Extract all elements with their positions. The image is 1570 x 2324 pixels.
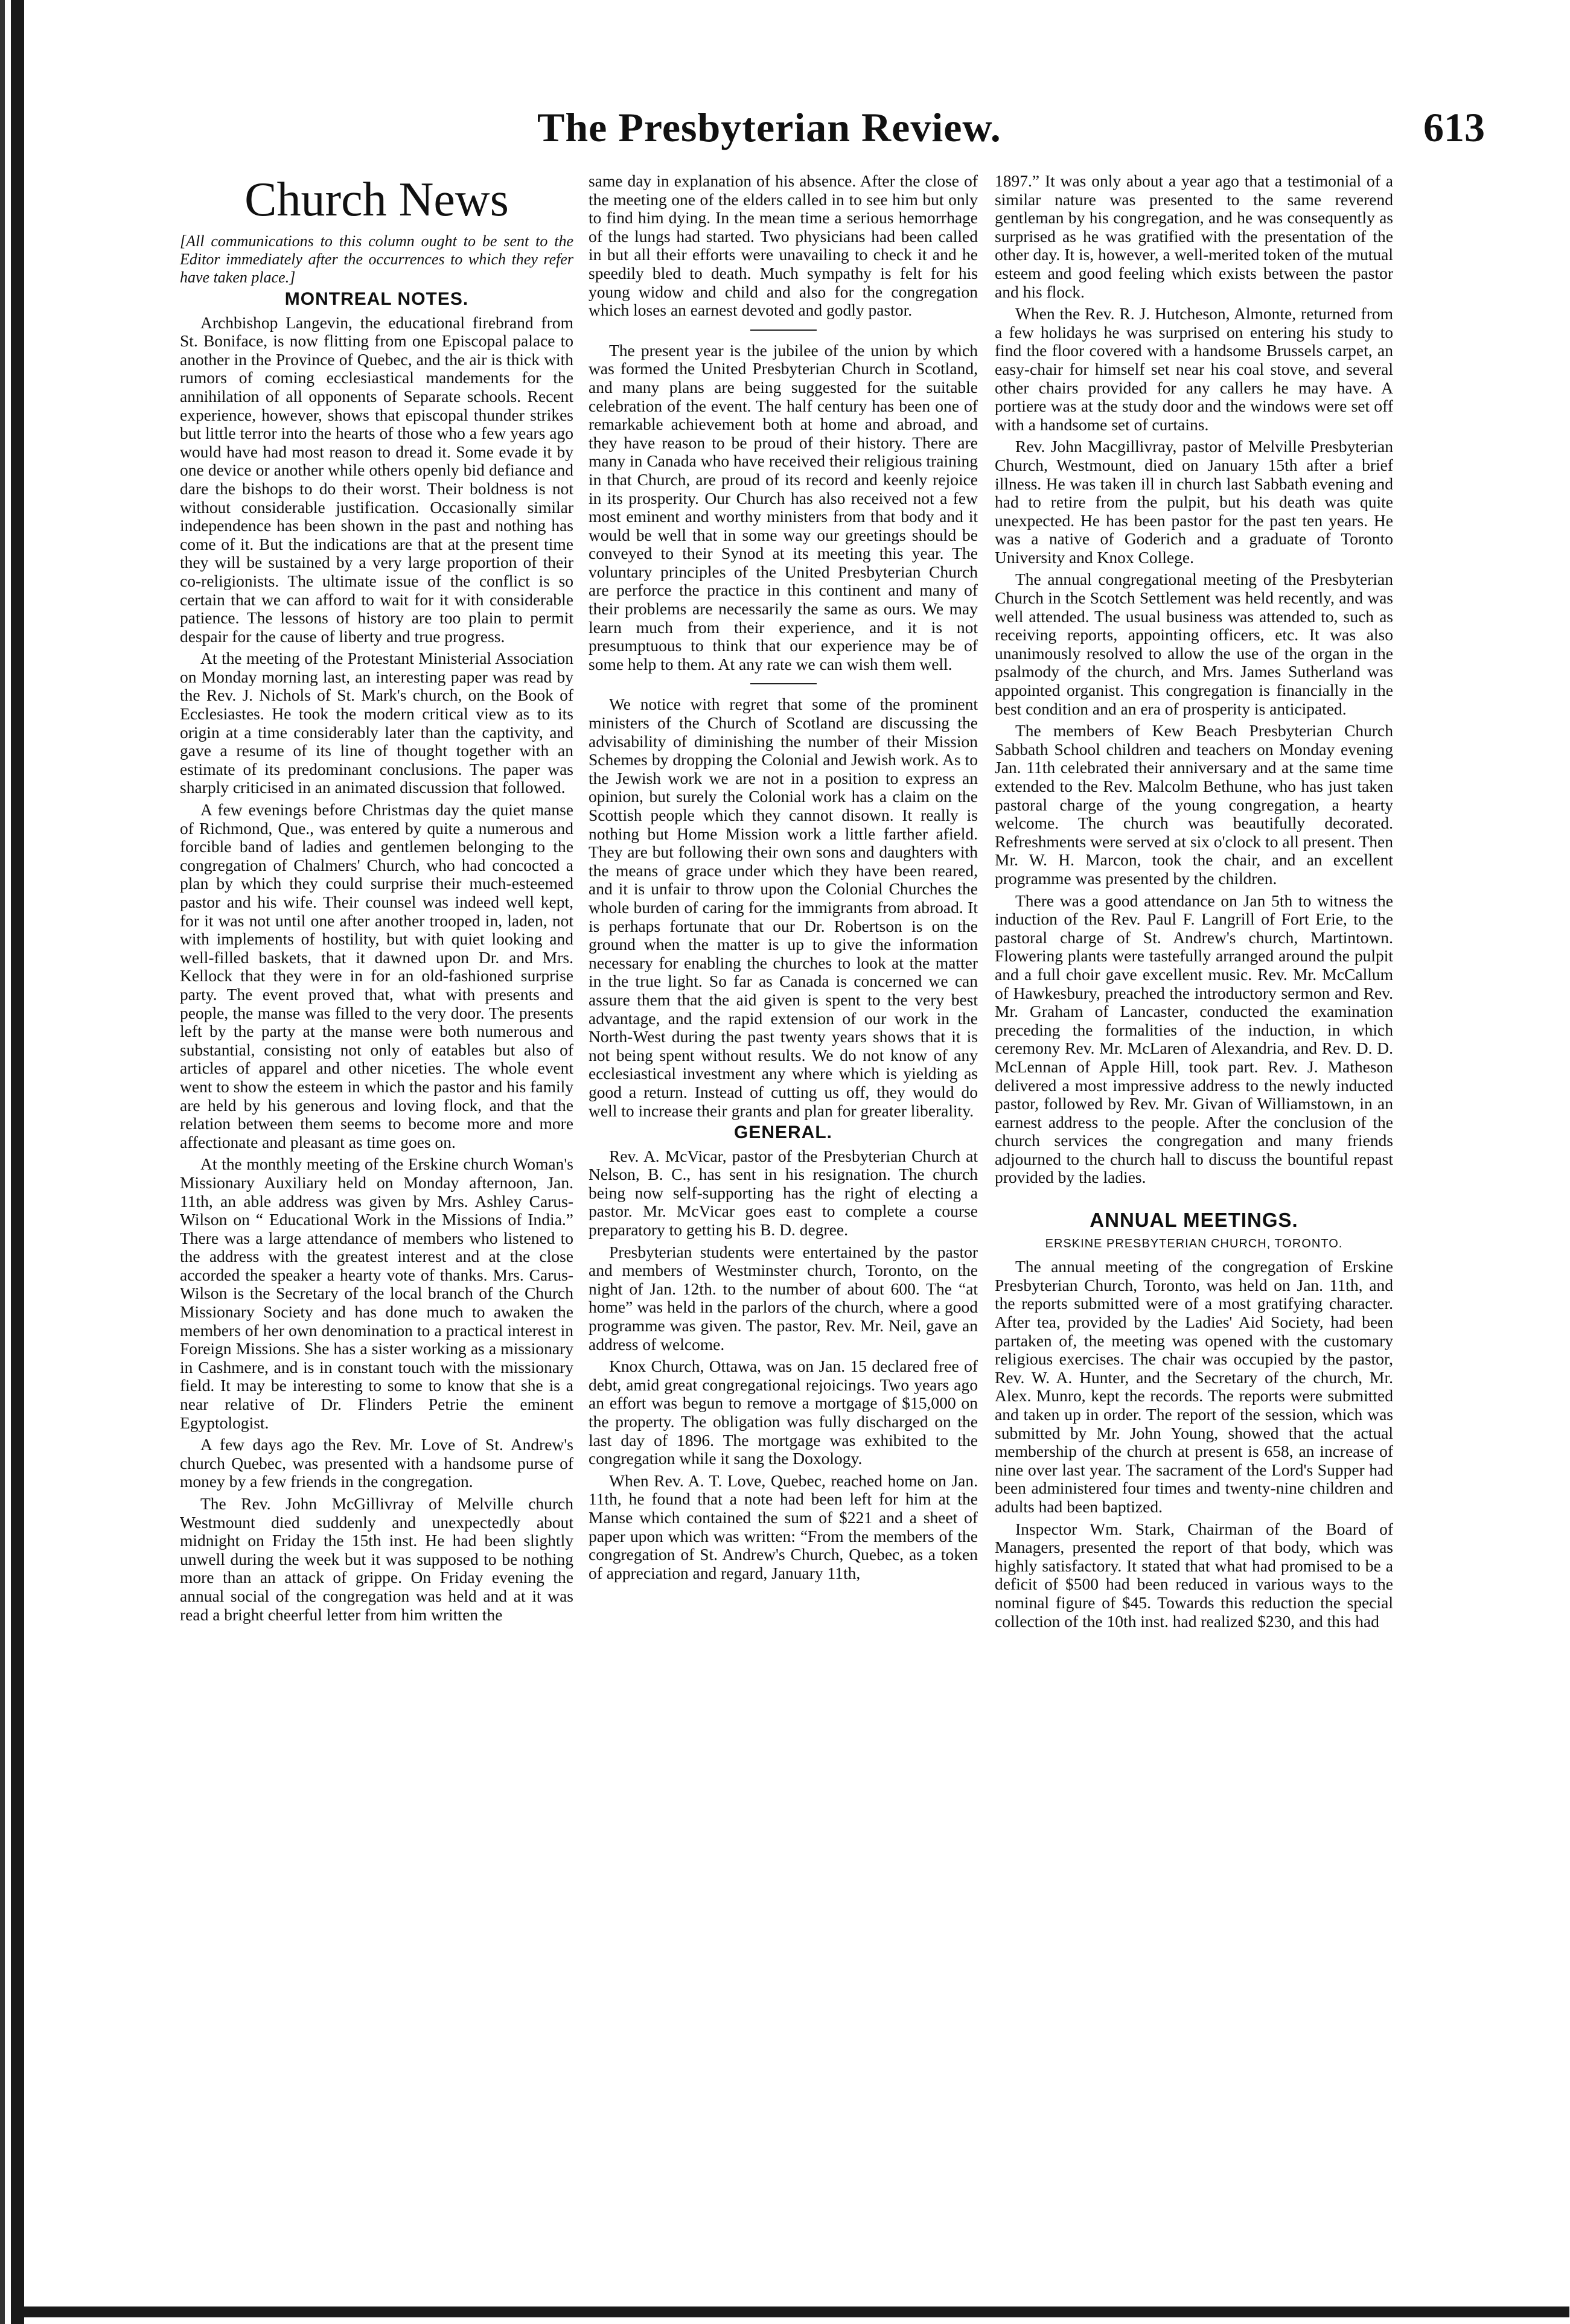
page-number: 613 xyxy=(1423,104,1485,150)
subheading-erskine-church: ERSKINE PRESBYTERIAN CHURCH, TORONTO. xyxy=(1045,1237,1343,1250)
paragraph: When the Rev. R. J. Hutcheson, Almonte, returned from a few holidays he was surprised on entering his study to find the floor covered with a handsome Brussels carpet, an easy-chair for himself set near his coal stove, and several other chairs provided for any callers he may have. A portiere was at the study door and the windows were set off with a handsome set of curtains. xyxy=(995,304,1393,434)
paragraph: The annual congregational meeting of the Presbyterian Church in the Scotch Settlement was held recently, and was well attended. The usual business was attended to, such as receiving reports, appointing officers, etc. It was also unanimously resolved to allow the use of the organ in the psalmody of the church, and Mrs. James Sutherland was appointed organist. This congregation is financially in the best condition and an era of prosperity is anticipated. xyxy=(995,570,1393,718)
paragraph: At the monthly meeting of the Erskine church Woman's Missionary Auxiliary held on Monday afternoon, Jan. 11th, an able address was given by Mrs. Ashley Carus-Wilson on “ Educational Work in the Missions of India.” There was a large attendance of members who listened to the address with the greatest interest and at the close accorded the speaker a hearty vote of thanks. Mrs. Carus-Wilson is the Secretary of the local branch of the Church Missionary Society and has done much to awaken the members of her own denomination to a practical interest in Foreign Missions. She has a sister working as a missionary in Cashmere, and is in constant touch with the missionary field. It may be interesting to some to know that she is a near relative of Dr. Flinders Petrie the eminent Egyptologist. xyxy=(180,1154,573,1432)
page-left-edge xyxy=(11,0,24,2324)
paragraph: The members of Kew Beach Presbyterian Church Sabbath School children and teachers on Monday evening Jan. 11th celebrated their anniversary and at the same time extended to the Rev. Malcolm Bethune, who has just taken pastoral charge of the young congregation, a hearty welcome. The church was beautifully decorated. Refreshments were served at six o'clock to all present. Then Mr. W. H. Marcon, took the chair, and an excellent programme was presented by the children. xyxy=(995,721,1393,888)
paragraph: We notice with regret that some of the prominent ministers of the Church of Scotland are discussing the advisability of diminishing the number of their Mission Schemes by dropping the Colonial and Jewish work. As to the Jewish work we are not in a position to express an opinion, but surely the Colonial work has a claim on the Scottish people which they cannot disown. It really is nothing but Home Mission work a little farther afield. They are but following their own sons and daughters with the means of grace under which they have been reared, and it is unfair to throw upon the Colonial Churches the whole burden of caring for the immigrants from abroad. It is perhaps fortunate that our Dr. Robertson is on the ground when the matter is up to give the information necessary for enabling the churches to look at the matter in the true light. So far as Canada is concerned we can assure them that the aid given is spent to the very best advantage, and the rapid extension of our work in the North-West during the past twenty years shows that it is not being spent without results. We do not know of any ecclesiastical investment any where which is yielding as good a return. Instead of cutting us off, they would do well to increase their grants and plan for greater liberality. xyxy=(589,695,978,1120)
section-title: Church News xyxy=(244,173,509,226)
paragraph: 1897.” It was only about a year ago that a testimonial of a similar nature was presented to the same reverend gentleman by his congregation, and he was consequently as surprised as he was gratified with the presentation of the other day. It is, however, a well-merited token of the mutual esteem and good feeling which exists between the pastor and his flock. xyxy=(995,171,1393,301)
column-1 xyxy=(180,172,573,1628)
divider xyxy=(750,329,817,331)
paragraph: A few days ago the Rev. Mr. Love of St. Andrew's church Quebec, was presented with a handsome purse of money by a few friends in the congregation. xyxy=(180,1435,573,1491)
paragraph: The Rev. John McGillivray of Melville church Westmount died suddenly and unexpectedly about midnight on Friday the 15th inst. He had been slightly unwell during the week but it was supposed to be nothing more than an attack of grippe. On Friday evening the annual social of the congregation was held and at it was read a bright cheerful letter from him written the xyxy=(180,1494,573,1624)
page-bottom-edge xyxy=(24,2306,1569,2317)
page-left-shadow xyxy=(0,0,5,2324)
paragraph: Archbishop Langevin, the educational firebrand from St. Boniface, is now flitting from one Episcopal palace to another in the Province of Quebec, and the air is thick with rumors of coming ecclesiastical mandements for the annihilation of all opponents of Separate schools. Recent experience, however, shows that episcopal thunder strikes but little terror into the hearts of those who a few years ago would have had most reason to dread it. Some evade it by one device or another while others openly bid defiance and dare the bishops to do their worst. Their boldness is not without considerable justification. Occasionally similar independence has been shown in the past and nothing has come of it. But the indications are that at the present time they will be sustained by a very large proportion of their co-religionists. The ultimate issue of the conflict is so certain that we can afford to wait for it with considerable patience. The lessons of history are too plain to permit despair for the cause of liberty and true progress. xyxy=(180,313,573,646)
paragraph: Rev. A. McVicar, pastor of the Presbyterian Church at Nelson, B. C., has sent in his resignation. The church being now self-supporting has the right of electing a pastor. Mr. McVicar goes east to complete a course preparatory to getting his B. D. degree. xyxy=(589,1146,978,1240)
paragraph: At the meeting of the Protestant Ministerial Association on Monday morning last, an interesting paper was read by the Rev. J. Nichols of St. Mark's church, on the Book of Ecclesiastes. He took the modern critical view as to its origin at a time considerably later than the captivity, and gave a resume of its line of thought together with an estimate of its predominant conclusions. The paper was sharply criticised in an animated discussion that followed. xyxy=(180,649,573,797)
editor-note: [All communications to this column ought to be sent to the Editor immediately after the occurrences to which they refer have taken place.] xyxy=(180,232,573,286)
journal-title: The Presbyterian Review. xyxy=(537,104,1001,150)
paragraph: Rev. John Macgillivray, pastor of Melville Presbyterian Church, Westmount, died on January 15th after a brief illness. He was taken ill in church last Sabbath evening and had to retire from the pulpit, but his death was quite unexpected. He has been pastor for the past ten years. He was a native of Goderich and a graduate of Toronto University and Knox College. xyxy=(995,437,1393,567)
paragraph: There was a good attendance on Jan 5th to witness the induction of the Rev. Paul F. Langrill of Fort Erie, to the pastoral charge of St. Andrew's church, Martintown. Flowering plants were tastefully arranged around the pulpit and a full choir gave excellent music. Rev. Mr. McCallum of Hawkesbury, preached the introductory sermon and Rev. Mr. Graham of Lancaster, conducted the examination preceding the formalities of the induction, in which ceremony Rev. Mr. McLaren of Alexandria, and Rev. D. D. McLennan of Apple Hill, took part. Rev. J. Matheson delivered a most impressive address to the newly inducted pastor, followed by Rev. Mr. Givan of Williamstown, in an earnest address to the people. After the conclusion of the church services the congregation and many friends adjourned to the church hall to discuss the bountiful repast provided by the ladies. xyxy=(995,891,1393,1187)
divider xyxy=(750,683,817,684)
paragraph: When Rev. A. T. Love, Quebec, reached home on Jan. 11th, he found that a note had been left for him at the Manse which contained the sum of $221 and a sheet of paper upon which was written: “From the members of the congregation of St. Andrew's Church, Quebec, as a token of appreciation and regard, January 11th, xyxy=(589,1471,978,1582)
paragraph: Knox Church, Ottawa, was on Jan. 15 declared free of debt, amid great congregational rejoicings. Two years ago an effort was begun to remove a mortgage of $15,000 on the property. The obligation was fully discharged on the last day of 1896. The mortgage was exhibited to the congregation while it sang the Doxology. xyxy=(589,1357,978,1468)
section-heading-general: GENERAL. xyxy=(733,1122,832,1143)
section-heading-montreal-notes: MONTREAL NOTES. xyxy=(284,289,469,309)
column-3 xyxy=(995,172,1393,1634)
column-2 xyxy=(589,172,978,1586)
paragraph: The annual meeting of the congregation of Erskine Presbyterian Church, Toronto, was held on Jan. 11th, and the reports submitted were of a most gratifying character. After tea, provided by the Ladies' Aid Society, had been partaken of, the meeting was opened with the customary religious exercises. The chair was occupied by the pastor, Rev. W. A. Hunter, and the Secretary of the church, Mr. Alex. Munro, kept the records. The reports were submitted and taken up in order. The report of the session, which was submitted by Mr. John Young, showed that the actual membership of the church at present is 658, an increase of nine over last year. The sacrament of the Lord's Supper had been administered four times and twenty-nine children and adults had been baptized. xyxy=(995,1257,1393,1516)
paragraph: Presbyterian students were entertained by the pastor and members of Westminster church, Toronto, on the night of Jan. 12th. to the number of about 600. The “at home” was held in the parlors of the church, where a good programme was given. The pastor, Rev. Mr. Neil, gave an address of welcome. xyxy=(589,1242,978,1354)
page-header xyxy=(181,104,1509,152)
paragraph: The present year is the jubilee of the union by which was formed the United Presbyterian Church in Scotland, and many plans are being suggested for the suitable celebration of the event. The half century has been one of remarkable achievement both at home and abroad, and they have reason to be proud of their history. There are many in Canada who have received their religious training in that Church, are proud of its record and keenly rejoice in its prosperity. Our Church has also received not a few most eminent and worthy ministers from that body and it would be well that in some way our greetings should be conveyed to their Synod at its meeting this year. The voluntary principles of the United Presbyterian Church are perforce the practice in this continent and many of their problems are necessarily the same as ours. We may learn much from their experience, and it is not presumptuous to think that our experience may be of some help to them. At any rate we can wish them well. xyxy=(589,340,978,673)
paragraph: A few evenings before Christmas day the quiet manse of Richmond, Que., was entered by quite a numerous and forcible band of ladies and gentlemen belonging to the congregation of Chalmers' Church, who had concocted a plan by which they could surprise their much-esteemed pastor and his wife. Their counsel was indeed well kept, for it was not until one after another trooped in, laden, not with implements of hostility, but with quiet looking and well-filled baskets, that it dawned upon Dr. and Mrs. Kellock that they were in for an old-fashioned surprise party. The event proved that, what with presents and people, the manse was filled to the very door. The presents left by the party at the manse were both numerous and substantial, consisting not only of eatables but also of articles of apparel and other niceties. The whole event went to show the esteem in which the pastor and his family are held by his generous and loving flock, and that the relation between them seems to become more and more affectionate and pleasant as time goes on. xyxy=(180,800,573,1151)
section-heading-annual-meetings: ANNUAL MEETINGS. xyxy=(1090,1209,1298,1232)
paragraph: Inspector Wm. Stark, Chairman of the Board of Managers, presented the report of that body, which was highly satisfactory. It stated that what had promised to be a deficit of $500 had been reduced in various ways to the nominal figure of $45. Towards this reduction the special collection of the 10th inst. had realized $230, and this had xyxy=(995,1519,1393,1631)
paragraph: same day in explanation of his absence. After the close of the meeting one of the elders called in to see him but only to find him dying. In the mean time a serious hemorrhage of the lungs had started. Two physicians had been called in but all their efforts were unavailing to check it and he speedily bled to death. Much sympathy is felt for his young widow and child and also for the congregation which loses an earnest devoted and godly pastor. xyxy=(589,171,978,320)
